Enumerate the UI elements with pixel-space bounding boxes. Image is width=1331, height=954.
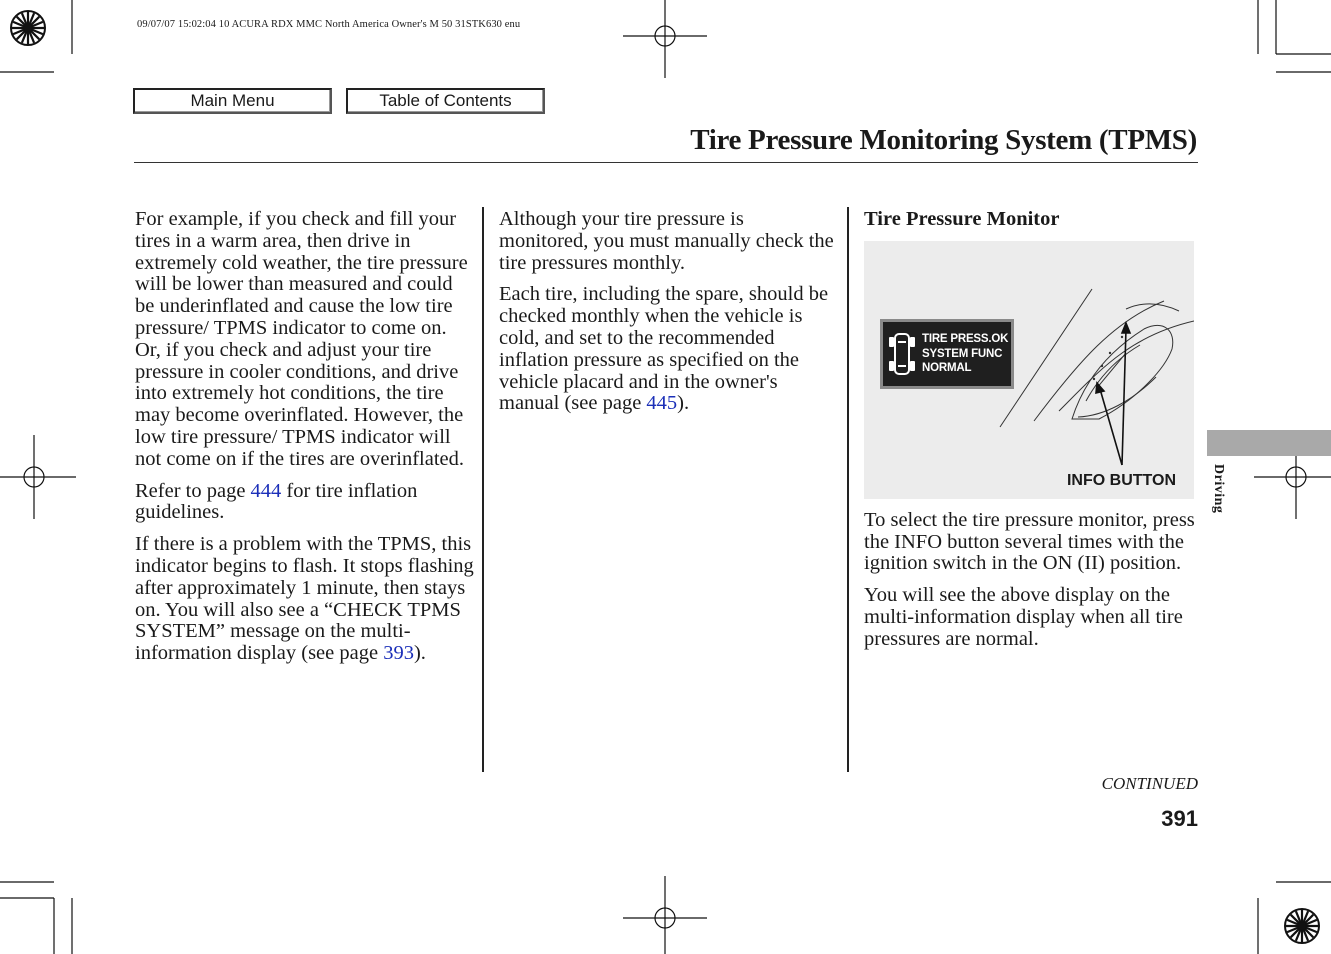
registration-star-bottom-right (1285, 909, 1319, 943)
page-link-444[interactable]: 444 (250, 479, 282, 502)
table-of-contents-button[interactable]: Table of Contents (346, 88, 545, 114)
column-3 (864, 209, 1198, 661)
text: for tire inflation guidelines. (135, 479, 418, 524)
column-1 (135, 209, 475, 675)
tire-pressure-car-icon (888, 328, 916, 380)
section-tab-label[interactable]: Driving (1211, 464, 1226, 514)
display-text (922, 332, 1008, 376)
column-2 (499, 209, 837, 425)
display-line: NORMAL (922, 362, 972, 375)
display-line: TIRE PRESS.OK (922, 333, 1009, 346)
page-title: Tire Pressure Monitoring System (TPMS) (690, 124, 1197, 156)
text: If there is a problem with the TPMS, this indicator begins to flash. It stops flashing after approximately 1 minute, then stays on. You will also see a “CHECK TPMS SYSTEM” message on the multi-information display (see page (135, 533, 474, 665)
paragraph: For example, if you check and fill your tires in a warm area, then drive in extremely cold weather, the tire pressure will be lower than measured and could be underinflated and cause the low tire pressure/ TPMS indicator to come on. Or, if you check and adjust your tire pressure in cooler conditions, and drive into extremely hot conditions, the tire may become overinflated. However, the low tire pressure/ TPMS indicator will not come on if the tires are overinflated. (135, 208, 468, 470)
text: ). (677, 392, 690, 415)
paragraph: You will see the above display on the multi-information display when all tire pressures are normal. (864, 584, 1183, 650)
page-number: 391 (1161, 806, 1198, 831)
multi-information-display (880, 319, 1014, 389)
registration-star-top-left (11, 11, 45, 45)
text: Each tire, including the spare, should be checked monthly when the vehicle is cold, and set to the recommended inflation pressure as specified on the vehicle placard and in the owner's manual (see page (499, 283, 829, 415)
text: Refer to page (135, 479, 251, 502)
paragraph (135, 534, 475, 665)
paragraph: Although your tire pressure is monitored, you must manually check the tire pressures monthly. (499, 208, 834, 274)
paragraph: To select the tire pressure monitor, press the INFO button several times with the ignition switch in the ON (II) position. (864, 508, 1195, 575)
print-slug: 09/07/07 15:02:04 10 ACURA RDX MMC North America Owner's M 50 31STK630 enu (137, 19, 521, 30)
page-link-393[interactable]: 393 (383, 642, 414, 665)
tpms-figure (864, 241, 1194, 499)
section-heading: Tire Pressure Monitor (864, 208, 1060, 230)
page-link-445[interactable]: 445 (646, 392, 678, 415)
display-line: SYSTEM FUNC (922, 347, 1003, 360)
main-menu-button[interactable]: Main Menu (133, 88, 332, 114)
text: ). (413, 642, 426, 665)
column-divider (847, 207, 849, 772)
continued-label: CONTINUED (1101, 774, 1198, 793)
paragraph (135, 481, 475, 525)
column-divider (482, 207, 484, 772)
title-rule (134, 162, 1198, 163)
info-button-callout: INFO BUTTON (1066, 472, 1176, 489)
section-tab (1207, 430, 1331, 456)
paragraph (499, 284, 837, 415)
